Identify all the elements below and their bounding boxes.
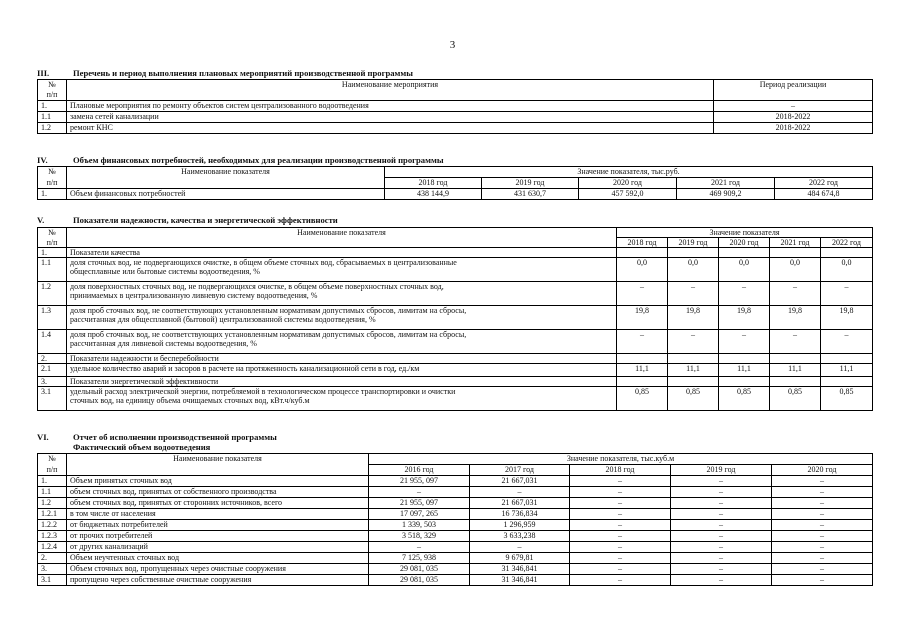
col-header-no: № (38, 228, 67, 238)
table-row: 1.2 объем сточных вод, принятых от сторонних источников, всего 21 955, 097 21 667,031 – – – (38, 498, 873, 509)
table-row: 1.2.1 в том числе от населения 17 097, 265 16 736,834 – – – (38, 509, 873, 520)
financial-needs-table (37, 166, 873, 200)
col-header-pp: п/п (38, 178, 67, 189)
col-header-value: Значение показателя (617, 228, 873, 238)
section-4-heading (37, 155, 872, 165)
table-header-row (38, 228, 873, 238)
table-header-row (38, 80, 873, 91)
col-header-period: Период реализации (714, 80, 873, 101)
year-header: 2018 год (570, 465, 671, 476)
table-row: 3.1 пропущено через собственные очистные сооружения 29 081, 035 31 346,841 – – – (38, 575, 873, 586)
table-row: 3.1 удельный расход электрической энергии, потребляемой в технологическом процессе транспортировки и очистки сточных вод, на единицу объема очищаемых сточных вод, кВт.ч/куб.м 0,85 0,85 0,85 0,85 0,85 (38, 387, 873, 411)
col-header-no: № (38, 80, 67, 91)
section-5-number: V. (37, 215, 45, 225)
table-row: 2. Показатели надежности и бесперебойности (38, 354, 873, 364)
year-header: 2020 год (772, 465, 873, 476)
table-row: 1.1 замена сетей канализации 2018-2022 (38, 112, 873, 123)
table-row: 1. Объем финансовых потребностей 438 144,9 431 630,7 457 592,0 469 909,2 484 674,8 (38, 189, 873, 200)
table-row: 1.2.2 от бюджетных потребителей 1 339, 503 1 296,959 – – – (38, 520, 873, 531)
col-header-name: Наименование показателя (67, 167, 385, 189)
section-5-heading (37, 215, 872, 225)
year-header: 2019 год (671, 465, 772, 476)
year-header: 2021 год (677, 178, 775, 189)
section-3-heading (37, 68, 872, 78)
section-6-number: VI. (37, 432, 49, 442)
table-row: 1.2.4 от других канализаций – – – – – (38, 542, 873, 553)
table-row: 3. Показатели энергетической эффективности (38, 377, 873, 387)
table-row: 1.3 доля проб сточных вод, не соответствующих установленным нормативам допустимых сбросов, лимитам на сбросы, рассчитанная для общесплавной (бытовой) централизованной системы водоотведения, % 19,8 19,8 19,8 19,8 19,8 (38, 306, 873, 330)
year-header: 2022 год (775, 178, 873, 189)
col-header-name: Наименование показателя (67, 454, 369, 476)
col-header-value: Значение показателя, тыс.куб.м (369, 454, 873, 465)
section-3-title: Перечень и период выполнения плановых мероприятий производственной программы (73, 68, 413, 78)
table-row: 1.2 доля поверхностных сточных вод, не подвергающихся очистке, в общем объеме поверхностных сточных вод, принимаемых в централизованную ливневую систему водоотведения, % – – – – – (38, 282, 873, 306)
col-header-pp: п/п (38, 90, 67, 101)
year-header: 2020 год (719, 238, 770, 248)
table-header-row (38, 454, 873, 465)
table-header-row (38, 167, 873, 178)
col-header-value: Значение показателя, тыс.руб. (385, 167, 873, 178)
table-row: 1. Объем принятых сточных вод 21 955, 097 21 667,031 – – – (38, 476, 873, 487)
year-header: 2016 год (369, 465, 470, 476)
table-row: 2.1 удельное количество аварий и засоров в расчете на протяженность канализационной сети в год, ед./км 11,1 11,1 11,1 11,1 11,1 (38, 364, 873, 377)
year-header: 2017 год (470, 465, 570, 476)
table-row: 1.2.3 от прочих потребителей 3 518, 329 3 633,238 – – – (38, 531, 873, 542)
col-header-name: Наименование показателя (67, 228, 617, 248)
wastewater-volume-table (37, 453, 873, 586)
year-header: 2018 год (617, 238, 668, 248)
section-6-subtitle: Фактический объем водоотведения (73, 442, 211, 452)
col-header-pp: п/п (38, 465, 67, 476)
section-3-number: III. (37, 68, 50, 78)
col-header-no: № (38, 454, 67, 465)
year-header: 2022 год (821, 238, 873, 248)
year-header: 2021 год (770, 238, 821, 248)
col-header-pp: п/п (38, 238, 67, 248)
table-row: 1.2 ремонт КНС 2018-2022 (38, 123, 873, 134)
table-row: 3. Объем сточных вод, пропущенных через очистные сооружения 29 081, 035 31 346,841 – – – (38, 564, 873, 575)
year-header: 2018 год (385, 178, 482, 189)
col-header-name: Наименование мероприятия (67, 80, 714, 101)
section-6-heading (37, 432, 872, 452)
section-5-title: Показатели надежности, качества и энергетической эффективности (73, 215, 338, 225)
table-row: 1.1 доля сточных вод, не подвергающихся очистке, в общем объеме сточных вод, сбрасываемых в централизованные общесплавные или бытовые системы водоотведения, % 0,0 0,0 0,0 0,0 0,0 (38, 258, 873, 282)
section-6-title: Отчет об исполнении производственной программы (73, 432, 277, 442)
table-row: 2. Объем неучтенных сточных вод 7 125, 938 9 679,81 – – – (38, 553, 873, 564)
year-header: 2020 год (579, 178, 677, 189)
page-number: 3 (449, 39, 456, 51)
year-header: 2019 год (482, 178, 579, 189)
table-row: 1. Плановые мероприятия по ремонту объектов систем централизованного водоотведения – (38, 101, 873, 112)
col-header-no: № (38, 167, 67, 178)
section-4-number: IV. (37, 155, 48, 165)
reliability-indicators-table (37, 227, 873, 411)
planned-measures-table (37, 79, 873, 134)
table-row: 1.4 доля проб сточных вод, не соответствующих установленным нормативам допустимых сбросов, лимитам на сбросы, рассчитанная для ливневой системы водоотведения, % – – – – – (38, 330, 873, 354)
table-row: 1. Показатели качества (38, 248, 873, 258)
table-row: 1.1 объем сточных вод, принятых от собственного производства – – – – – (38, 487, 873, 498)
year-header: 2019 год (668, 238, 719, 248)
section-4-title: Объем финансовых потребностей, необходимых для реализации производственной программы (73, 155, 444, 165)
